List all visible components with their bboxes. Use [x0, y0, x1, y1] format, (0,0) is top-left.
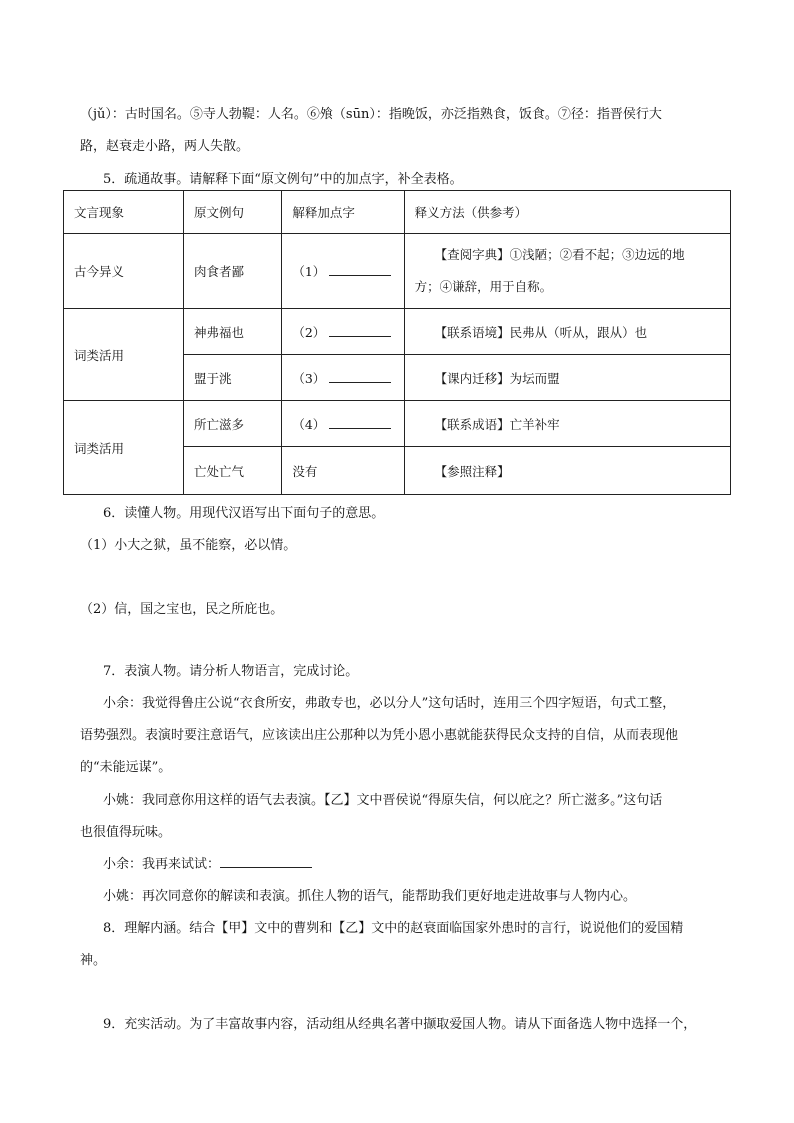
dialogue-line: 也很值得玩味。 [80, 825, 172, 840]
answer-blank[interactable] [329, 416, 391, 429]
method-cell: 【课内迁移】为坛而盟 [404, 355, 730, 401]
method-cell: 【联系成语】亡羊补牢 [404, 401, 730, 447]
item-number: （4） [292, 416, 326, 432]
answer-cell [282, 309, 404, 355]
question-8-line-1: 8．理解内涵。结合【甲】文中的曹刿和【乙】文中的赵衰面临国家外患时的言行，说说他们的爱国精 [103, 921, 684, 936]
dialogue-line [103, 853, 312, 872]
item-number: （1） [292, 264, 326, 279]
question-7-title: 7．表演人物。请分析人物语言，完成讨论。 [103, 664, 359, 679]
dialogue-line: 语势强烈。表演时要注意语气，应该读出庄公那种以为凭小恩小惠就能获得民众支持的自信，从而表现他 [80, 728, 679, 743]
table-header-row [64, 191, 731, 234]
item-number: （3） [292, 370, 326, 386]
example-cell: 盟于洮 [183, 355, 281, 401]
table-row [64, 309, 731, 355]
category-cell: 古今异义 [64, 234, 184, 309]
example-cell: 所亡滋多 [183, 401, 281, 447]
dialogue-line: 小姚：再次同意你的解读和表演。抓住人物的语气，能帮助我们更好地走进故事与人物内心。 [103, 889, 637, 904]
table-row [64, 234, 731, 309]
annotation-line-2: 路，赵衰走小路，两人失散。 [80, 139, 250, 154]
method-cell: 【联系语境】民弗从（听从，跟从）也 [404, 309, 730, 355]
method-line: 【查阅字典】①浅陋；②看不起；③边远的地 [434, 247, 685, 262]
vocabulary-table [63, 190, 731, 495]
answer-blank[interactable] [329, 263, 391, 276]
answer-blank[interactable] [329, 370, 391, 383]
answer-cell: 没有 [282, 447, 404, 495]
question-9-line-1: 9．充实活动。为了丰富故事内容，活动组从经典名著中撷取爱国人物。请从下面备选人物中选择一个， [103, 1017, 697, 1032]
annotation-line-1: （jǔ）：古时国名。⑤寺人勃鞮：人名。⑥飧（sūn）：指晚饭，亦泛指熟食，饭食。⑦径：指晋侯行大 [80, 107, 662, 122]
table-row [64, 401, 731, 447]
example-cell: 神弗福也 [183, 309, 281, 355]
answer-cell [282, 355, 404, 401]
header-cell: 释义方法（供参考） [404, 191, 730, 234]
answer-blank[interactable] [329, 324, 391, 337]
dialogue-line: 小余：我觉得鲁庄公说“衣食所安，弗敢专也，必以分人”这句话时，连用三个四字短语，句式工整， [103, 696, 676, 711]
item-number: （2） [292, 324, 326, 340]
answer-blank[interactable] [220, 855, 312, 868]
header-cell: 原文例句 [183, 191, 281, 234]
example-cell: 亡处亡气 [183, 447, 281, 495]
dialogue-text: 小余：我再来试试： [103, 857, 221, 872]
header-cell: 文言现象 [64, 191, 184, 234]
method-line: 方；④谦辞，用于自称。 [414, 279, 553, 294]
header-cell: 解释加点字 [282, 191, 404, 234]
category-cell: 词类活用 [64, 401, 184, 495]
example-cell: 肉食者鄙 [183, 234, 281, 309]
question-6-title: 6．读懂人物。用现代汉语写出下面句子的意思。 [103, 506, 385, 521]
question-5-title: 5．疏通故事。请解释下面“原文例句”中的加点字，补全表格。 [103, 172, 463, 187]
answer-cell [282, 234, 404, 309]
question-6-sentence-1: （1）小大之狱，虽不能察，必以情。 [80, 538, 297, 553]
dialogue-line: 小姚：我同意你用这样的语气去表演。【乙】文中晋侯说“得原失信，何以庇之？所亡滋多。”这句话 [103, 793, 663, 808]
method-cell: 【参照注释】 [404, 447, 730, 495]
question-8-line-2: 神。 [80, 953, 107, 968]
question-6-sentence-2: （2）信，国之宝也，民之所庇也。 [80, 602, 284, 617]
method-cell [404, 234, 730, 309]
answer-cell [282, 401, 404, 447]
dialogue-line: 的“未能远谋”。 [80, 760, 172, 775]
category-cell: 词类活用 [64, 309, 184, 401]
